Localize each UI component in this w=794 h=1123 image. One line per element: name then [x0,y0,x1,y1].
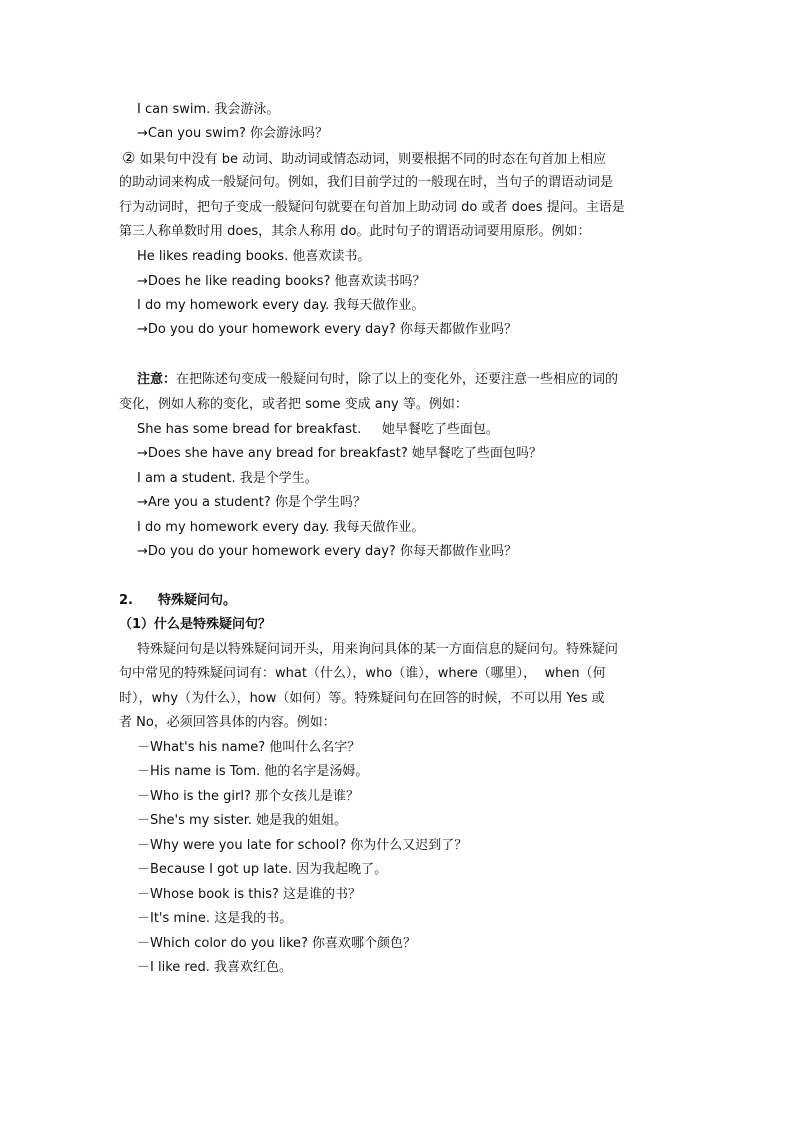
subheading: （1）什么是特殊疑问句？ [119,617,272,632]
paragraph-line: 特殊疑问句是以特殊疑问词开头，用来询问具体的某一方面信息的疑问句。特殊疑问 [137,642,619,657]
paragraph-line: 的助动词来构成一般疑问句。例如，我们目前学过的一般现在时，当句子的谓语动词是 [119,175,614,190]
example-line: I can swim. 我会游泳。 [137,102,280,117]
example-line: I do my homework every day. 我每天做作业。 [137,520,425,535]
paragraph-line: 行为动词时，把句子变成一般疑问句就要在句首加上助动词 do 或者 does 提问。主语是 [119,200,625,215]
section-number: 2. [119,593,133,608]
dialogue-line: －It's mine. 这是我的书。 [137,911,293,926]
paragraph-line: 者 No，必须回答具体的内容。例如： [119,715,336,730]
dialogue-line: －Who is the girl? 那个女孩儿是谁？ [137,789,360,804]
paragraph-line: 句中常见的特殊疑问词有：what（什么），who（谁），where（哪里）， when（何 [119,666,606,681]
dialogue-line: －She's my sister. 她是我的姐姐。 [137,813,348,828]
example-line: →Are you a student? 你是个学生吗？ [137,495,366,510]
section-title: 特殊疑问句。 [158,593,237,608]
note-first-line [137,370,618,390]
example-line: →Do you do your homework every day? 你每天都做作业吗？ [137,322,517,337]
example-line: →Does she have any bread for breakfast? 她早餐吃了些面包吗？ [137,446,542,461]
note-text: 在把陈述句变成一般疑问句时，除了以上的变化外，还要注意一些相应的词的 [176,372,619,387]
paragraph-line: 时），why（为什么），how（如何）等。特殊疑问句在回答的时候，不可以用 Yes 或 [119,691,605,706]
point-2-first-line [122,148,606,170]
dialogue-line: －Which color do you like? 你喜欢哪个颜色？ [137,936,417,951]
note-label: 注意： [137,372,177,387]
dialogue-line: －Because I got up late. 因为我起晚了。 [137,862,388,877]
example-line: I am a student. 我是个学生。 [137,471,318,486]
dialogue-line: －What's his name? 他叫什么名字？ [137,740,361,755]
example-line: →Does he like reading books? 他喜欢读书吗？ [137,274,426,289]
point-2-text: 如果句中没有 be 动词、助动词或情态动词，则要根据不同的时态在句首加上相应 [135,152,607,167]
paragraph-line: 第三人称单数时用 does，其余人称用 do。此时句子的谓语动词要用原形。例如： [119,224,591,239]
example-line: He likes reading books. 他喜欢读书。 [137,249,371,264]
dialogue-line: －His name is Tom. 他的名字是汤姆。 [137,764,369,779]
circled-number-two: ② [122,149,136,167]
example-line: →Can you swim? 你会游泳吗？ [137,126,329,141]
example-line: →Do you do your homework every day? 你每天都做作业吗？ [137,544,517,559]
dialogue-line: －Whose book is this? 这是谁的书？ [137,887,362,902]
example-line: I do my homework every day. 我每天做作业。 [137,298,425,313]
note-second-line: 变化，例如人称的变化，或者把 some 变成 any 等。例如： [119,397,468,412]
dialogue-line: －Why were you late for school? 你为什么又迟到了？ [137,838,468,853]
dialogue-line: －I like red. 我喜欢红色。 [137,960,292,975]
example-line: She has some bread for breakfast. 她早餐吃了些面包。 [137,422,499,437]
